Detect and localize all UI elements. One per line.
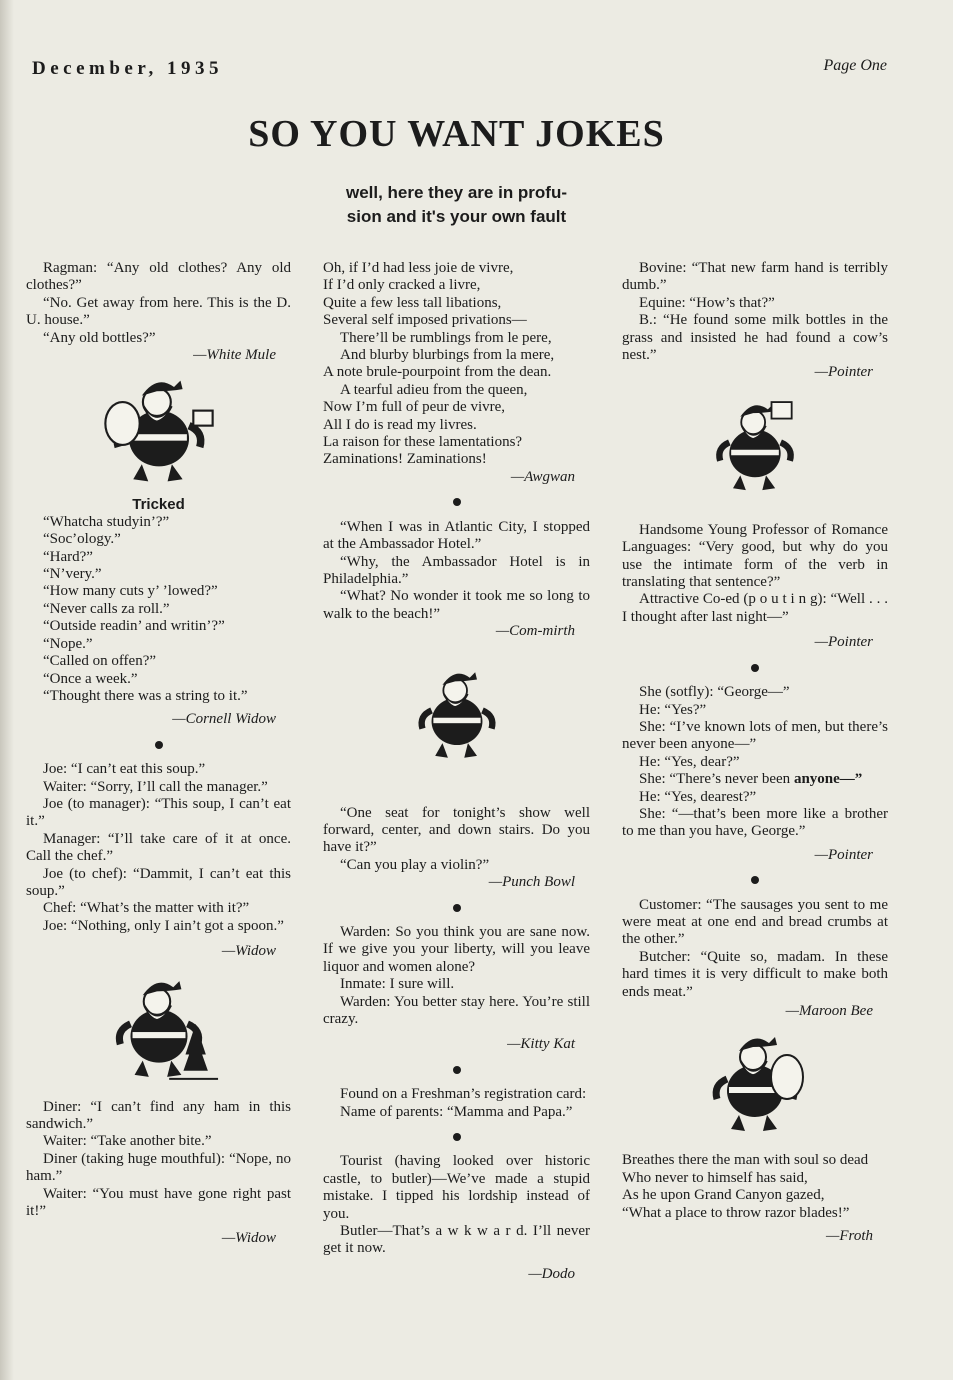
column-3 (622, 260, 888, 1245)
joke-line: “Outside readin’ and writin’?” (43, 618, 225, 635)
joke-line: “Never calls za roll.” (43, 600, 170, 617)
poem-line: And blurby blurbings from la mere, (340, 347, 555, 364)
poem-line: Who never to himself has said, (622, 1169, 808, 1186)
emphasized-word: anyone—” (793, 771, 863, 788)
subtitle-line: sion and it's your own fault (346, 207, 567, 226)
joke-source: —Kitty Kat (507, 1036, 575, 1053)
joke-line: Joe: “Nothing, only I ain’t got a spoon.” (43, 917, 284, 934)
page-title: SO YOU WANT JOKES (248, 113, 665, 155)
poem-line: As he upon Grand Canyon gazed, (622, 1187, 825, 1204)
joke-line: Equine: “How’s that?” (639, 294, 775, 311)
separator-bullet (323, 1129, 590, 1146)
joke-line: Joe (to chef): “Dammit, I can’t eat this soup.” (26, 865, 291, 899)
joke-line: She: “I’ve known lots of men, but there’s never been anyone—” (622, 718, 888, 753)
joke-source: —White Mule (193, 347, 276, 364)
joke-line: She: “—that’s been more like a brother to me than you have, George.” (622, 805, 888, 840)
poem-line: Now I’m full of peur de vivre, (323, 399, 506, 416)
separator-bullet (622, 660, 888, 677)
poem-line: Zaminations! Zaminations! (323, 451, 487, 468)
separator-bullet (323, 1062, 590, 1079)
joke-line: Warden: You better stay here. You’re still crazy. (323, 993, 590, 1027)
poem-line: La raison for these lamentations? (323, 434, 523, 451)
joke-line: Bovine: “That new farm hand is terribly dumb.” (622, 260, 888, 294)
joke-line: Ragman: “Any old clothes? Any old clothes?” (26, 260, 291, 294)
santa-with-tree-illustration (94, 973, 224, 1085)
joke-line: “One seat for tonight’s show well forward, center, and down stairs. Do you have it?” (323, 804, 590, 856)
joke-heading: Tricked (132, 496, 185, 514)
joke-line: “Nope.” (43, 635, 93, 652)
issue-date: December, 1935 (32, 58, 224, 79)
joke-source: —Maroon Bee (785, 1003, 873, 1019)
poem-line: “What a place to throw razor blades!” (622, 1204, 850, 1221)
joke-source: —Dodo (528, 1265, 575, 1282)
joke-line: “How many cuts y’ ’lowed?” (43, 583, 218, 600)
joke-line: He: “Yes, dearest?” (639, 788, 757, 805)
joke-source: —Pointer (814, 634, 873, 651)
joke-line: He: “Yes, dear?” (639, 753, 740, 770)
santa-with-bag-illustration (695, 1028, 815, 1140)
joke-line: “Hard?” (43, 548, 93, 565)
joke-line: She (sotfly): “George—” (639, 684, 790, 701)
column-2 (323, 260, 590, 1283)
joke-line: B.: “He found some milk bottles in the grass and insisted he had found a cow’s nest.” (622, 312, 888, 364)
joke-source: —Punch Bowl (488, 874, 575, 891)
column-1 (26, 260, 291, 1248)
joke-line: He: “Yes?” (639, 701, 707, 718)
joke-line: “Whatcha studyin’?” (43, 513, 170, 530)
joke-line: Chef: “What’s the matter with it?” (43, 900, 250, 917)
joke-line: Tourist (having looked over historic castle, to butler)—We’ve made a stupid mistake. I tipped his lordship instead of you. (323, 1153, 590, 1222)
joke-line: “What? No wonder it took me so long to walk to the beach!” (323, 588, 590, 622)
joke-line: Waiter: “Sorry, I’ll call the manager.” (43, 778, 268, 795)
joke-line (622, 771, 888, 788)
poem-line: A note brule-pourpoint from the dean. (323, 364, 552, 381)
separator-bullet (26, 737, 291, 754)
poem-line: Oh, if I’d had less joie de vivre, (323, 260, 514, 276)
joke-line: “No. Get away from here. This is the D. U. house.” (26, 294, 291, 329)
joke-line: “Soc’ology.” (43, 531, 121, 548)
joke-line: “Called on offen?” (43, 653, 157, 670)
poem-line: If I’d only cracked a livre, (323, 277, 481, 294)
poem-line: There’ll be rumblings from le pere, (340, 329, 552, 346)
joke-source: —Pointer (814, 364, 873, 381)
joke-source: —Com-mirth (495, 623, 575, 640)
page-subtitle (0, 181, 913, 229)
joke-line: “Why, the Ambassador Hotel is in Philadelphia.” (323, 553, 590, 587)
subtitle-line: well, here they are in profu- (345, 183, 568, 202)
separator-bullet (622, 872, 888, 889)
joke-line: Attractive Co-ed (p o u t i n g): “Well . . . I thought after last night—” (622, 591, 888, 625)
joke-line: “When I was in Atlantic City, I stopped at the Ambassador Hotel.” (323, 518, 590, 553)
joke-source: —Pointer (814, 846, 873, 863)
joke-line: “Any old bottles?” (43, 329, 156, 346)
joke-source: —Widow (221, 943, 276, 960)
joke-source: —Awgwan (510, 468, 575, 485)
joke-line: “Once a week.” (43, 670, 138, 687)
joke-line: Butler—That’s a w k w a r d. I’ll never get it now. (323, 1223, 590, 1257)
joke-line: “Can you play a violin?” (340, 856, 490, 873)
joke-line: Manager: “I’ll take care of it at once. Call the chef.” (26, 830, 291, 865)
joke-line: “N’very.” (43, 566, 102, 583)
poem-line: Several self imposed privations— (323, 312, 527, 329)
joke-line: Diner: “I can’t find any ham in this sandwich.” (26, 1098, 291, 1132)
poem-line: All I do is read my livres. (323, 416, 477, 433)
joke-line: Name of parents: “Mamma and Papa.” (340, 1103, 573, 1120)
joke-source: —Froth (826, 1228, 873, 1245)
page-number: Page One (823, 57, 887, 74)
separator-bullet (323, 494, 590, 511)
joke-line: Joe (to manager): “This soup, I can’t eat it.” (26, 795, 291, 830)
joke-source: —Widow (221, 1230, 276, 1247)
joke-line: Inmate: I sure will. (340, 976, 455, 993)
santa-with-gift-illustration (700, 392, 810, 502)
joke-line-text: She: “There’s never been (639, 771, 794, 788)
santa-with-sack-illustration (94, 372, 224, 490)
joke-source: —Cornell Widow (172, 711, 276, 728)
joke-line: Joe: “I can’t eat this soup.” (43, 761, 206, 778)
joke-line: Found on a Freshman’s registration card: (340, 1086, 587, 1103)
poem-line: Quite a few less tall libations, (323, 294, 502, 311)
joke-line: Warden: So you think you are sane now. If we give you your liberty, will you leave liquor and women alone? (323, 923, 590, 975)
joke-line: Butcher: “Quite so, madam. In these hard times it is very difficult to make both ends meat.” (622, 948, 888, 1000)
joke-line: Waiter: “You must have gone right past it!” (26, 1185, 291, 1220)
joke-line: Diner (taking huge mouthful): “Nope, no ham.” (26, 1150, 291, 1185)
joke-line: “Thought there was a string to it.” (43, 687, 248, 704)
joke-line: Handsome Young Professor of Romance Languages: “Very good, but why do you use the intimate form of the verb in translating that sentence?” (622, 521, 888, 591)
separator-bullet (323, 900, 590, 917)
poem-line: Breathes there the man with soul so dead (622, 1152, 869, 1169)
joke-line: Waiter: “Take another bite.” (43, 1133, 212, 1150)
dancing-santa-illustration (392, 665, 522, 765)
poem-line: A tearful adieu from the queen, (340, 381, 528, 398)
joke-line: Customer: “The sausages you sent to me were meat at one end and bread crumbs at the other.” (622, 896, 888, 948)
